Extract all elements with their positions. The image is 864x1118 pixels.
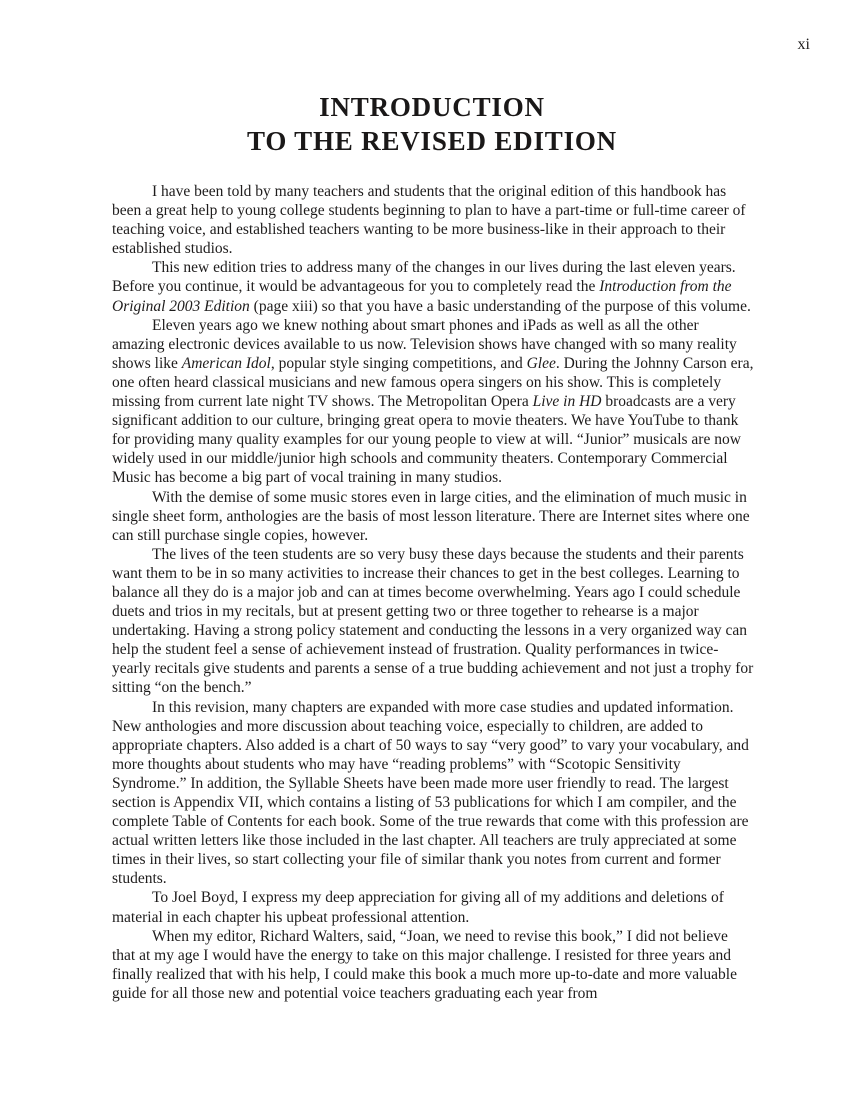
text-run: To Joel Boyd, I express my deep appreciation for giving all of my additions and deletions of material in each chapter his upbeat professional attention. <box>112 889 724 926</box>
text-run: broadcasts are a very significant addition to our culture, bringing great opera to movie theaters. We have YouTube to thank for providing many quality examples for our young people to view at will. “Junior” musicals are now widely used in our middle/junior high schools and community theaters. Contemporary Commercial Music has become a big part of vocal training in many studios. <box>112 393 741 487</box>
text-run: When my editor, Richard Walters, said, “Joan, we need to revise this book,” I did not believe that at my age I would have the energy to take on this major challenge. I resisted for three years and finally realized that with his help, I could make this book a much more up-to-date and more valuable guide for all those new and potential voice teachers graduating each year from <box>112 927 737 1002</box>
paragraph <box>112 258 754 315</box>
page-number: xi <box>797 36 810 53</box>
body-text <box>112 182 754 1003</box>
paragraph <box>112 182 754 258</box>
text-run: I have been told by many teachers and students that the original edition of this handbook has been a great help to young college students beginning to plan to have a part-time or full-time career of teaching voice, and established teachers wanting to be more business-like in their approach to their established studios. <box>112 183 746 258</box>
text-run: . During the Johnny Carson era, one often heard classical musicians and new famous opera singers on his show. This is completely missing from current late night TV shows. The Metropolitan Opera <box>112 354 754 411</box>
text-run: This new edition tries to address many of the changes in our lives during the last eleven years. Before you continue, it would be advantageous for you to completely read the <box>112 259 736 296</box>
italic-text-run: Introduction from the Original 2003 Edition <box>112 278 732 315</box>
italic-text-run: Live in HD <box>532 393 602 411</box>
text-run: With the demise of some music stores even in large cities, and the elimination of much music in single sheet form, anthologies are the basis of most lesson literature. There are Internet sites where one can still purchase single copies, however. <box>112 488 750 544</box>
chapter-title <box>0 90 864 158</box>
chapter-title-line2: TO THE REVISED EDITION <box>247 126 617 156</box>
text-run: In this revision, many chapters are expanded with more case studies and updated information. New anthologies and more discussion about teaching voice, especially to children, are added to appropriate chapters. Also added is a chart of 50 ways to say “very good” to vary your vocabulary, and more thoughts about students who may have “reading problems” with “Scotopic Sensitivity Syndrome.” In addition, the Syllable Sheets have been made more user friendly to read. The largest section is Appendix VII, which contains a listing of 53 publications for which I am compiler, and the complete Table of Contents for each book. Some of the true rewards that come with this profession are actual written letters like those included in the last chapter. All teachers are truly appreciated at some times in their lives, so start collecting your file of similar thank you notes from current and former students. <box>112 698 749 888</box>
text-run: The lives of the teen students are so very busy these days because the students and their parents want them to be in so many activities to increase their chances to get in the best colleges. Learning to balance all they do is a major job and can at times become overwhelming. Years ago I could schedule duets and trios in my recitals, but at present getting two or three together to rehearse is a major undertaking. Having a strong policy statement and conducting the lessons in a very organized way can help the student feel a sense of achievement instead of frustration. Quality performances in twice-yearly recitals give students and parents a sense of a true budding achievement and not just a trophy for sitting “on the bench.” <box>112 545 754 697</box>
italic-text-run: Glee <box>526 354 556 372</box>
chapter-title-line1: INTRODUCTION <box>319 92 545 122</box>
paragraph <box>112 888 754 926</box>
paragraph <box>112 927 754 1003</box>
paragraph <box>112 545 754 698</box>
paragraph <box>112 316 754 488</box>
paragraph <box>112 488 754 545</box>
paragraph <box>112 698 754 889</box>
italic-text-run: American Idol <box>181 354 271 372</box>
text-run: , popular style singing competitions, and <box>270 354 527 372</box>
text-run: (page xiii) so that you have a basic understanding of the purpose of this volume. <box>249 297 751 315</box>
text-run: Eleven years ago we knew nothing about smart phones and iPads as well as all the other amazing electronic devices available to us now. Television shows have changed with so many reality shows like <box>112 316 737 372</box>
